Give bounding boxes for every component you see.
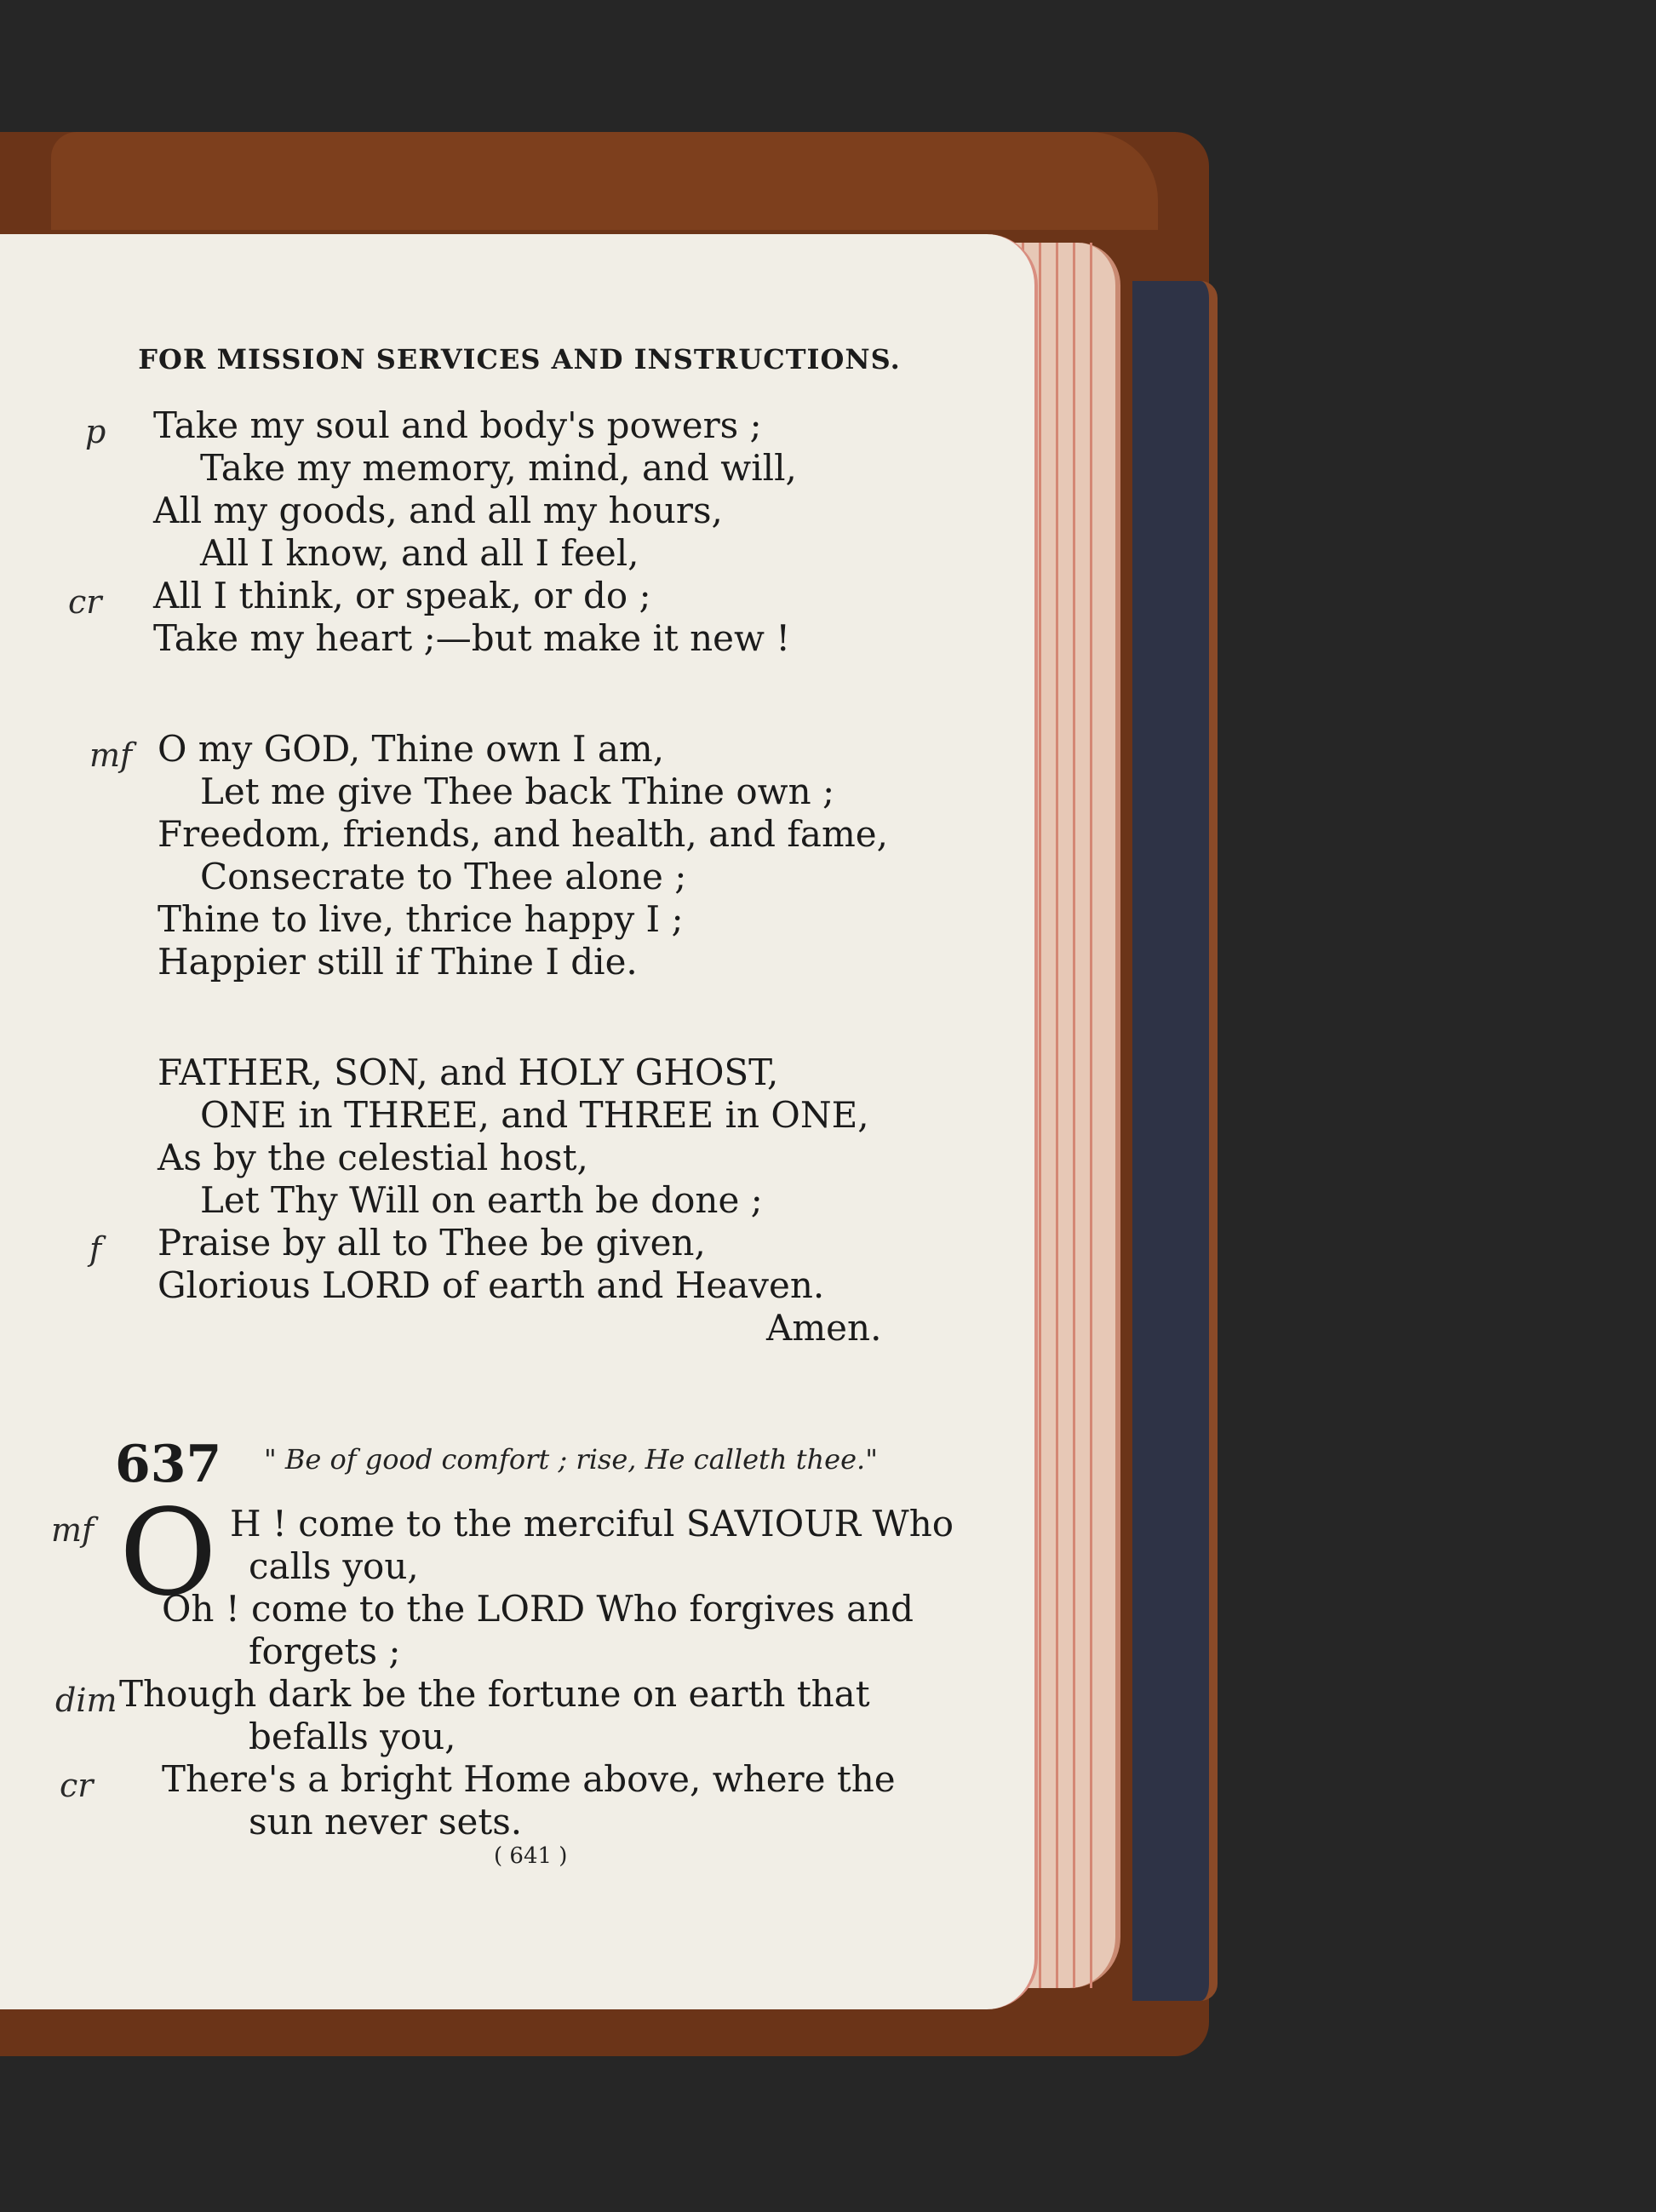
page-number: ( 641 ): [494, 1843, 568, 1869]
verse-line: forgets ;: [249, 1630, 401, 1672]
top-leather-edge: [51, 132, 1158, 230]
verse-line: Let Thy Will on earth be done ;: [200, 1179, 763, 1221]
verse-line: Let me give Thee back Thine own ;: [200, 771, 835, 812]
verse-line: Take my soul and body's powers ;: [153, 404, 762, 446]
verse-line: There's a bright Home above, where the: [162, 1758, 896, 1800]
book-page: [0, 234, 1038, 2009]
dynamic-mark: cr: [60, 1767, 94, 1804]
verse-line: As by the celestial host,: [158, 1137, 588, 1178]
verse-line: Thine to live, thrice happy I ;: [158, 898, 684, 940]
verse-line: Praise by all to Thee be given,: [158, 1222, 706, 1264]
verse-line: ONE in THREE, and THREE in ONE,: [200, 1094, 869, 1136]
verse-line: FATHER, SON, and HOLY GHOST,: [158, 1052, 779, 1093]
verse-line: Take my heart ;—but make it new !: [153, 617, 791, 659]
verse-line: sun never sets.: [249, 1801, 523, 1842]
running-head: FOR MISSION SERVICES AND INSTRUCTIONS.: [138, 343, 901, 375]
amen: Amen.: [766, 1307, 882, 1349]
dynamic-mark: cr: [68, 583, 102, 621]
dynamic-mark: dim: [55, 1682, 117, 1719]
verse-line: befalls you,: [249, 1716, 456, 1757]
cover-spine-strip: [1132, 281, 1218, 2001]
hymn-number: 637: [115, 1435, 222, 1494]
verse-line: calls you,: [249, 1545, 419, 1587]
verse-line: O my GOD, Thine own I am,: [158, 728, 665, 770]
verse-line: All my goods, and all my hours,: [153, 490, 723, 531]
verse-line: Consecrate to Thee alone ;: [200, 856, 687, 897]
verse-line: H ! come to the merciful SAVIOUR Who: [230, 1503, 954, 1544]
dynamic-mark: mf: [89, 736, 133, 774]
verse-line: Happier still if Thine I die.: [158, 941, 638, 983]
verse-line: Though dark be the fortune on earth that: [119, 1673, 870, 1715]
drop-cap: O: [119, 1484, 217, 1623]
hymn-epigraph: " Be of good comfort ; rise, He calleth thee.": [264, 1443, 878, 1476]
dynamic-mark: mf: [51, 1511, 95, 1549]
dynamic-mark: p: [85, 413, 106, 450]
verse-line: Freedom, friends, and health, and fame,: [158, 813, 889, 855]
dynamic-mark: f: [89, 1230, 102, 1268]
verse-line: Oh ! come to the LORD Who forgives and: [162, 1588, 914, 1630]
verse-line: All I know, and all I feel,: [200, 532, 639, 574]
verse-line: Glorious LORD of earth and Heaven.: [158, 1264, 825, 1306]
verse-line: Take my memory, mind, and will,: [200, 447, 797, 489]
verse-line: All I think, or speak, or do ;: [153, 575, 651, 616]
